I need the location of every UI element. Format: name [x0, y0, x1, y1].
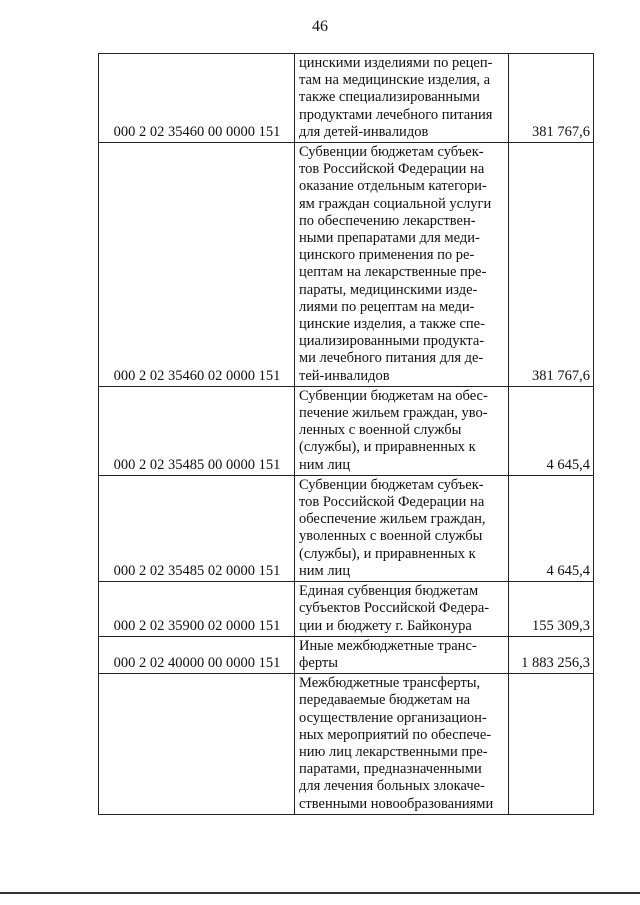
description-cell: Субвенции бюджетам субъек- тов Российской Федерации на обеспечение жильем граждан, уволенных с военной службы (службы), и приравненных к ним лиц: [295, 475, 509, 581]
description-cell: Единая субвенция бюджетам субъектов Российской Федера- ции и бюджету г. Байконура: [295, 582, 509, 637]
description-cell: цинскими изделиями по рецеп- там на медицинские изделия, а также специализированными продуктами лечебного питания для детей-инвалидов: [295, 54, 509, 143]
amount-cell: [509, 674, 594, 815]
budget-code-cell: 000 2 02 40000 00 0000 151: [99, 636, 295, 673]
page-number: 46: [312, 18, 328, 35]
budget-code-cell: 000 2 02 35460 02 0000 151: [99, 143, 295, 387]
amount-cell: 155 309,3: [509, 582, 594, 637]
budget-code-cell: 000 2 02 35485 00 0000 151: [99, 386, 295, 475]
description-cell: Субвенции бюджетам субъек- тов Российской Федерации на оказание отдельным категори- ям граждан социальной услуги по обеспечению лекарствен- ными препаратами для меди- цинского применения по ре- цептам на лекарственные пре- параты, медицинскими изде- лиями по рецептам на меди- цинские изделия, а также спе- циализированными продукта- ми лечебного питания для де- тей-инвалидов: [295, 143, 509, 387]
table-row: [99, 475, 594, 581]
description-cell: Межбюджетные трансферты, передаваемые бюджетам на осуществление организацион- ных мероприятий по обеспече- нию лиц лекарственными пре- паратами, предназначенными для лечения больных злокаче- ственными новообразованиями: [295, 674, 509, 815]
budget-code-cell: 000 2 02 35460 00 0000 151: [99, 54, 295, 143]
table-row: [99, 582, 594, 637]
description-cell: Иные межбюджетные транс- ферты: [295, 636, 509, 673]
amount-cell: 4 645,4: [509, 475, 594, 581]
table-row: [99, 386, 594, 475]
budget-code-cell: [99, 674, 295, 815]
table-row: [99, 674, 594, 815]
table-row: [99, 636, 594, 673]
table-row: [99, 54, 594, 143]
description-cell: Субвенции бюджетам на обес- печение жильем граждан, уво- ленных с военной службы (службы), и приравненных к ним лиц: [295, 386, 509, 475]
table-row: [99, 143, 594, 387]
budget-code-cell: 000 2 02 35900 02 0000 151: [99, 582, 295, 637]
budget-table: [98, 53, 594, 815]
amount-cell: 381 767,6: [509, 54, 594, 143]
amount-cell: 4 645,4: [509, 386, 594, 475]
page-bottom-rule: [0, 892, 640, 894]
amount-cell: 1 883 256,3: [509, 636, 594, 673]
amount-cell: 381 767,6: [509, 143, 594, 387]
budget-code-cell: 000 2 02 35485 02 0000 151: [99, 475, 295, 581]
